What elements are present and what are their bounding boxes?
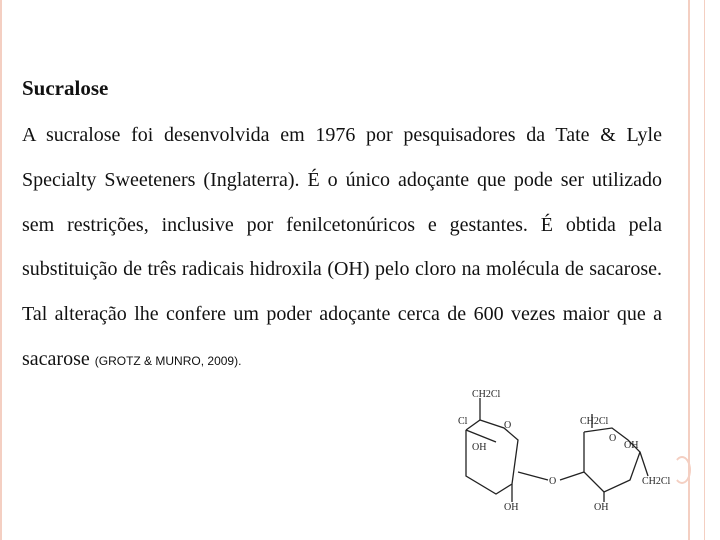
label-oh-bottom-right: OH (594, 502, 609, 513)
label-o-ring-right: O (609, 433, 617, 444)
slide-title: Sucralose (22, 76, 109, 100)
slide-paragraph (22, 113, 662, 384)
citation-text: (GROTZ & MUNRO, 2009). (94, 353, 242, 368)
label-o-bridge: O (549, 476, 557, 487)
label-oh-left: OH (472, 442, 487, 453)
bridge-bond-left (518, 472, 548, 480)
frame-line-left (0, 0, 2, 540)
label-ch2cl-top-left: CH2Cl (472, 389, 501, 400)
label-cl-left: Cl (458, 416, 468, 427)
right-ch2cl-side-bond (640, 452, 648, 476)
label-oh-right: OH (624, 440, 639, 451)
label-oh-bottom-left: OH (504, 502, 519, 513)
label-ch2cl-right: CH2Cl (642, 476, 671, 487)
bridge-bond-right (560, 472, 584, 480)
label-o-ring-left: O (504, 420, 512, 431)
left-ring-inner-bond (466, 430, 496, 442)
label-ch2cl-top-right: CH2Cl (580, 416, 609, 427)
paragraph-main-text: A sucralose foi desenvolvida em 1976 por pesquisadores da Tate & Lyle Specialty Sweeteners (Inglaterra). É o único adoçante que pode ser utilizado sem restrições, inclusive por fenilcetonúricos e gestantes. É obtida pela substituição de três radicais hidroxila (OH) pelo cloro na molécula de sacarose. Tal alteração lhe confere um poder adoçante cerca de 600 vezes maior que a sacarose (22, 124, 662, 370)
frame-line-right-outer (704, 0, 705, 540)
sucralose-structure-diagram (452, 384, 688, 524)
left-ring-bond (466, 420, 518, 494)
